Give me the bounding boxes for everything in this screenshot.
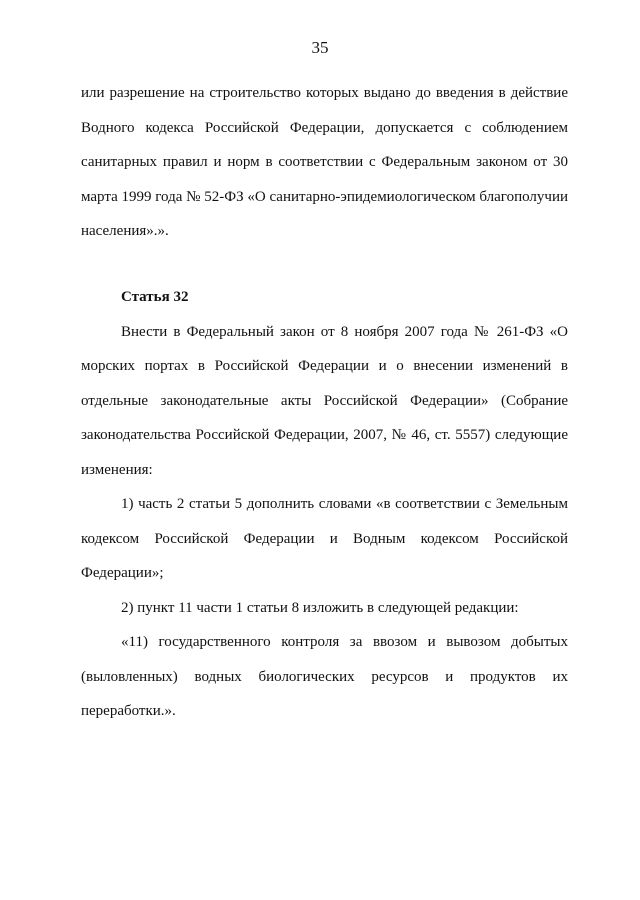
article-title: Статья 32: [121, 289, 189, 305]
continuation-block: [81, 76, 568, 249]
article-item-2-text: «11) государственного контроля за ввозом и вывозом добытых (выловленных) водных биологических ресурсов и продуктов их переработки.».: [81, 634, 568, 719]
continuation-paragraph: или разрешение на строительство которых выдано до введения в действие Водного кодекса Российской Федерации, допускается с соблюдением санитарных правил и норм в соответствии с Федеральным законом от 30 марта 1999 года № 52-ФЗ «О санитарно-эпидемиологическом благополучии населения».».: [81, 85, 568, 239]
page-number: 35: [311, 38, 329, 57]
article-block: [81, 280, 568, 729]
article-item-2: 2) пункт 11 части 1 статьи 8 изложить в следующей редакции:: [121, 599, 519, 616]
article-item-1: 1) часть 2 статьи 5 дополнить словами «в соответствии с Земельным кодексом Российской Федерации и Водным кодексом Российской Федерации»;: [81, 496, 568, 581]
article-intro-paragraph: Внести в Федеральный закон от 8 ноября 2007 года № 261-ФЗ «О морских портах в Российской Федерации и о внесении изменений в отдельные законодательные акты Российской Федерации» (Собрание законодательства Российской Федерации, 2007, № 46, ст. 5557) следующие изменения:: [81, 323, 568, 478]
